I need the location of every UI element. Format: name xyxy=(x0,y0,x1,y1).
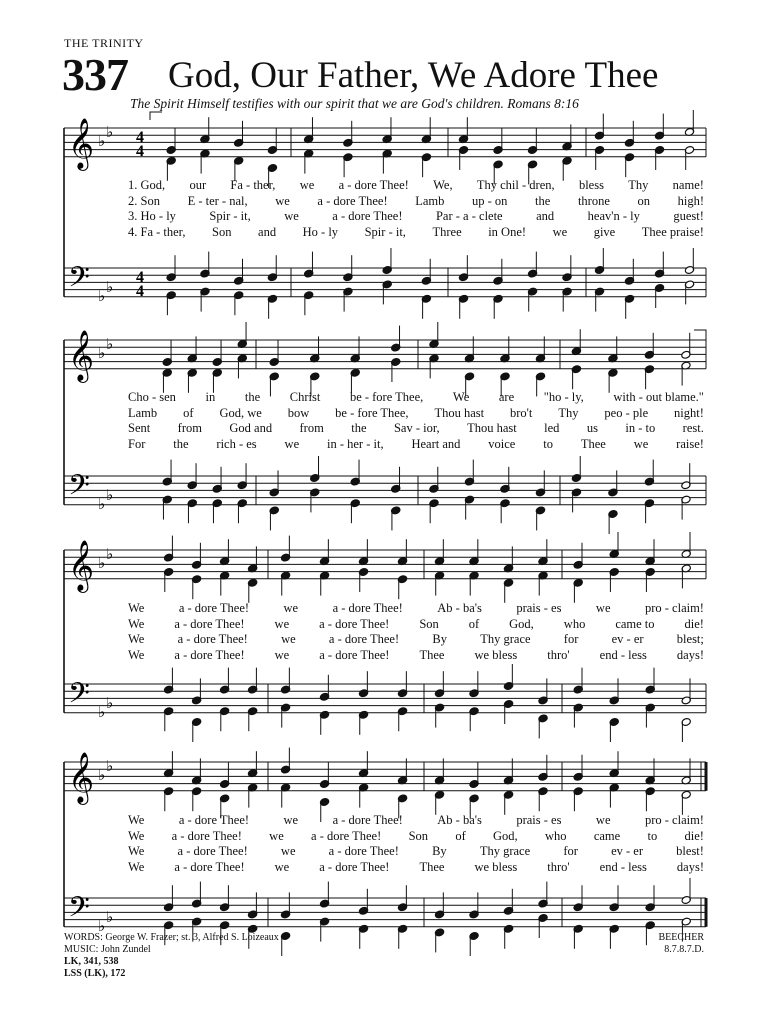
lyric-syllable: from xyxy=(299,421,324,435)
lyric-syllable: God, xyxy=(509,616,534,631)
lyric-syllable: a - dore Thee! xyxy=(328,844,399,858)
treble-clef-icon: 𝄞 xyxy=(68,540,95,591)
lyric-syllable: Ho - ly xyxy=(302,224,339,239)
lyric-line xyxy=(128,601,704,616)
lyric-syllable: we xyxy=(595,813,611,827)
lyric-syllable: a - dore Thee! xyxy=(332,209,403,223)
lyric-syllable: name! xyxy=(672,178,704,192)
lyric-syllable: Fa - ther, xyxy=(230,178,276,192)
lyric-line xyxy=(128,648,704,663)
lyric-syllable: "ho - ly, xyxy=(543,390,584,404)
lyric-syllable: a - dore Thee! xyxy=(177,844,248,858)
bass-clef-icon: 𝄢 xyxy=(68,891,90,931)
lyric-line xyxy=(128,406,704,421)
lyric-syllable: Sent xyxy=(128,421,151,435)
lyric-syllable: a - dore Thee! xyxy=(178,601,250,615)
lyric-syllable: God, we xyxy=(219,405,262,420)
lyric-syllable: We xyxy=(452,390,470,404)
lyric-syllable: we xyxy=(275,193,290,208)
lyric-syllable: We xyxy=(128,647,145,662)
lyric-syllable: We, xyxy=(433,178,453,192)
lyric-syllable: from xyxy=(177,421,202,435)
lyric-syllable: for xyxy=(563,844,578,858)
lyric-syllable: the xyxy=(244,390,261,404)
bass-clef-icon: 𝄢 xyxy=(68,469,90,509)
lyric-syllable: we xyxy=(274,859,290,874)
lyric-syllable: a - dore Thee! xyxy=(174,859,245,874)
lyric-syllable: Thy xyxy=(558,405,579,420)
meter: 8.7.8.7.D. xyxy=(664,944,704,955)
lyric-syllable: a - dore Thee! xyxy=(174,647,245,662)
lyric-syllable: end - less xyxy=(599,647,647,662)
lyric-syllable: Three xyxy=(432,224,462,239)
lyric-syllable: a - dore Thee! xyxy=(332,813,403,827)
lyric-syllable: a - dore Thee! xyxy=(332,601,403,615)
lyric-syllable: Lamb xyxy=(415,193,445,208)
lyric-syllable: peo - ple xyxy=(604,405,649,420)
lyric-syllable: for xyxy=(563,632,579,646)
lyric-syllable: die! xyxy=(684,616,704,631)
flat-sign-icon: ♭ xyxy=(106,335,114,353)
lyric-syllable: Son xyxy=(212,224,232,239)
lyric-syllable: end - less xyxy=(599,859,647,874)
lyric-line xyxy=(128,390,704,405)
lyric-syllable: bless xyxy=(578,178,604,192)
lyric-line xyxy=(128,860,704,875)
lyric-syllable: of xyxy=(468,616,480,631)
lyric-syllable: Thee xyxy=(419,647,445,662)
lyric-syllable: Spir - it, xyxy=(209,209,251,223)
lyric-syllable: a - dore Thee! xyxy=(177,632,248,646)
lyric-syllable: give xyxy=(593,224,616,239)
treble-clef-icon: 𝄞 xyxy=(68,118,95,169)
lyric-syllable: Spir - it, xyxy=(364,224,406,239)
lyric-syllable: we xyxy=(284,209,299,223)
lyric-syllable: prais - es xyxy=(516,813,562,827)
flat-sign-icon: ♭ xyxy=(106,486,114,504)
lyric-syllable: Thy grace xyxy=(480,632,531,646)
flat-sign-icon: ♭ xyxy=(98,495,106,513)
lyric-syllable: E - ter - nal, xyxy=(187,193,248,208)
lyric-syllable: thro' xyxy=(547,859,570,874)
lyric-line xyxy=(128,225,704,240)
time-signature: 4 xyxy=(136,269,144,286)
hymn-epigraph: The Spirit Himself testifies with our spirit that we are God's children. Romans 8:16 xyxy=(130,96,579,111)
lyric-syllable: to xyxy=(543,436,553,451)
lyric-syllable: the xyxy=(535,193,551,208)
flat-sign-icon: ♭ xyxy=(98,554,106,572)
lyric-syllable: we xyxy=(633,436,649,451)
lyric-syllable: Thy chil - dren, xyxy=(476,178,555,192)
lyric-syllable: on xyxy=(637,193,650,208)
lyric-syllable: we xyxy=(281,632,296,646)
reference-lk: LK, 341, 538 xyxy=(64,956,119,967)
lyric-syllable: thro' xyxy=(547,647,570,662)
lyric-syllable: the xyxy=(351,421,367,435)
time-signature: 4 xyxy=(136,283,144,300)
lyric-syllable: and xyxy=(536,209,555,223)
lyric-syllable: We xyxy=(128,813,145,827)
lyric-syllable: Son xyxy=(419,616,439,631)
lyric-syllable: We xyxy=(128,632,145,646)
lyric-line xyxy=(128,437,704,452)
lyric-syllable: and xyxy=(258,224,277,239)
lyric-syllable: a - dore Thee! xyxy=(311,828,382,843)
lyric-syllable: be - fore Thee, xyxy=(335,405,409,420)
lyric-syllable: We xyxy=(128,601,145,615)
lyric-syllable: blest; xyxy=(676,632,704,646)
lyric-syllable: the xyxy=(173,436,189,451)
bass-clef-icon: 𝄢 xyxy=(68,261,90,301)
lyric-syllable: Thy grace xyxy=(479,844,531,858)
lyric-syllable: us xyxy=(586,421,598,435)
lyric-syllable: we xyxy=(269,828,284,843)
lyric-syllable: a - dore Thee! xyxy=(319,647,390,662)
lyric-syllable: heav'n - ly xyxy=(587,209,640,223)
lyric-syllable: Lamb xyxy=(128,405,158,420)
hymn-section-label: THE TRINITY xyxy=(64,36,144,50)
lyric-syllable: Cho - sen xyxy=(128,390,176,404)
lyric-syllable: Thy xyxy=(628,178,649,192)
lyric-syllable: we xyxy=(274,616,290,631)
lyric-syllable: God, xyxy=(493,828,518,843)
lyric-line xyxy=(128,813,704,828)
lyric-syllable: in - her - it, xyxy=(327,436,384,451)
lyric-syllable: of xyxy=(183,405,194,420)
lyric-syllable: prais - es xyxy=(516,601,562,615)
lyric-syllable: Heart and xyxy=(411,436,461,451)
tune-name: BEECHER xyxy=(658,932,704,943)
reference-lss: LSS (LK), 172 xyxy=(64,968,126,979)
lyric-syllable: Ab - ba's xyxy=(437,601,482,615)
lyric-syllable: a - dore Thee! xyxy=(319,859,390,874)
flat-sign-icon: ♭ xyxy=(98,703,106,721)
lyric-syllable: we xyxy=(283,601,299,615)
lyric-line xyxy=(128,617,704,632)
treble-clef-icon: 𝄞 xyxy=(68,330,95,381)
lyric-syllable: our xyxy=(189,178,207,192)
lyric-syllable: in One! xyxy=(488,224,527,239)
lyric-syllable: raise! xyxy=(676,436,704,451)
lyric-syllable: pro - claim! xyxy=(644,813,704,827)
lyric-syllable: led xyxy=(544,421,560,435)
lyric-syllable: we xyxy=(595,601,611,615)
lyric-line xyxy=(128,632,704,647)
lyric-syllable: a - dore Thee! xyxy=(178,813,250,827)
lyric-syllable: a - dore Thee! xyxy=(174,616,245,631)
lyric-syllable: a - dore Thee! xyxy=(338,178,409,192)
flat-sign-icon: ♭ xyxy=(106,123,114,141)
lyric-syllable: pro - claim! xyxy=(644,601,704,615)
flat-sign-icon: ♭ xyxy=(98,766,106,784)
phrase-mark xyxy=(150,112,162,120)
phrase-mark xyxy=(694,330,706,340)
lyric-syllable: be - fore Thee, xyxy=(349,390,424,404)
lyric-syllable: who xyxy=(544,828,567,843)
lyric-line xyxy=(128,844,704,859)
lyric-syllable: We xyxy=(128,828,145,843)
treble-clef-icon: 𝄞 xyxy=(68,752,95,803)
lyric-line xyxy=(128,209,704,224)
lyric-syllable: die! xyxy=(684,828,704,843)
lyric-syllable: in xyxy=(205,390,216,404)
lyric-syllable: 1. God, xyxy=(128,178,166,192)
lyric-syllable: are xyxy=(498,390,515,404)
lyric-syllable: Thee praise! xyxy=(641,224,704,239)
lyric-line xyxy=(128,194,704,209)
lyric-syllable: 2. Son xyxy=(128,193,160,208)
hymn-title: God, Our Father, We Adore Thee xyxy=(168,55,659,96)
lyric-syllable: Thee xyxy=(419,859,445,874)
lyric-syllable: 4. Fa - ther, xyxy=(128,224,186,239)
lyric-syllable: night! xyxy=(674,405,704,420)
hymn-number: 337 xyxy=(62,49,128,100)
lyric-syllable: We xyxy=(128,844,145,858)
lyric-syllable: we xyxy=(552,224,568,239)
lyric-syllable: 3. Ho - ly xyxy=(128,209,176,223)
lyric-syllable: throne xyxy=(577,193,610,208)
flat-sign-icon: ♭ xyxy=(98,132,106,150)
lyric-syllable: days! xyxy=(676,647,704,662)
lyric-syllable: By xyxy=(432,844,447,858)
lyric-syllable: days! xyxy=(676,859,704,874)
flat-sign-icon: ♭ xyxy=(106,545,114,563)
lyric-syllable: Thee xyxy=(580,436,606,451)
lyric-syllable: who xyxy=(563,616,586,631)
lyric-syllable: ev - er xyxy=(611,844,643,858)
lyric-syllable: we xyxy=(274,647,290,662)
lyric-syllable: we xyxy=(280,844,296,858)
lyric-syllable: blest! xyxy=(676,844,704,858)
lyric-syllable: came to xyxy=(615,616,655,631)
lyric-line xyxy=(128,178,704,193)
words-credit: WORDS: George W. Frazer; st. 3, Alfred S. Loizeaux xyxy=(64,932,279,943)
lyric-syllable: We xyxy=(128,859,145,874)
lyric-syllable: Christ xyxy=(289,390,321,404)
lyric-syllable: voice xyxy=(488,436,516,451)
lyric-syllable: By xyxy=(432,632,447,646)
lyric-line xyxy=(128,421,704,436)
flat-sign-icon: ♭ xyxy=(98,344,106,362)
lyric-syllable: up - on xyxy=(472,193,508,208)
lyric-syllable: in - to xyxy=(625,421,656,435)
flat-sign-icon: ♭ xyxy=(106,908,114,926)
time-signature: 4 xyxy=(136,143,144,160)
lyric-syllable: a - dore Thee! xyxy=(319,616,390,631)
lyric-syllable: bow xyxy=(287,405,310,420)
credits-left xyxy=(64,932,279,980)
lyric-syllable: Par - a - clete xyxy=(435,209,503,223)
lyric-syllable: We xyxy=(128,616,145,631)
credits-right xyxy=(658,932,704,956)
lyric-syllable: to xyxy=(647,828,658,843)
lyric-syllable: we bless xyxy=(474,859,518,874)
lyric-syllable: a - dore Thee! xyxy=(328,632,400,646)
lyric-syllable: Sav - ior, xyxy=(393,421,440,435)
flat-sign-icon: ♭ xyxy=(98,917,106,935)
lyric-syllable: a - dore Thee! xyxy=(317,193,388,208)
flat-sign-icon: ♭ xyxy=(106,694,114,712)
lyric-syllable: high! xyxy=(677,193,704,208)
lyric-syllable: rest. xyxy=(682,421,704,435)
lyric-syllable: rich - es xyxy=(216,436,257,451)
lyric-syllable: Thou hast xyxy=(434,405,485,420)
lyric-syllable: guest! xyxy=(673,209,704,223)
lyric-syllable: Thou hast xyxy=(467,421,517,435)
time-signature: 4 xyxy=(136,129,144,146)
flat-sign-icon: ♭ xyxy=(98,287,106,305)
lyric-syllable: Son xyxy=(408,828,429,843)
bass-clef-icon: 𝄢 xyxy=(68,677,90,717)
lyric-syllable: ev - er xyxy=(611,632,644,646)
flat-sign-icon: ♭ xyxy=(106,757,114,775)
lyric-syllable: For xyxy=(128,436,146,451)
lyric-syllable: God and xyxy=(229,421,273,435)
lyric-syllable: we xyxy=(299,178,315,192)
music-credit: MUSIC: John Zundel xyxy=(64,944,151,955)
flat-sign-icon: ♭ xyxy=(106,278,114,296)
lyric-syllable: Ab - ba's xyxy=(437,813,482,827)
lyric-syllable: came xyxy=(593,828,621,843)
lyric-syllable: we xyxy=(284,436,300,451)
lyric-line xyxy=(128,829,704,844)
lyric-syllable: bro't xyxy=(510,405,533,420)
lyric-syllable: we bless xyxy=(474,647,518,662)
lyric-syllable: of xyxy=(455,828,466,843)
lyric-syllable: with - out blame." xyxy=(613,390,704,404)
lyric-syllable: a - dore Thee! xyxy=(171,828,242,843)
lyric-syllable: we xyxy=(283,813,299,827)
